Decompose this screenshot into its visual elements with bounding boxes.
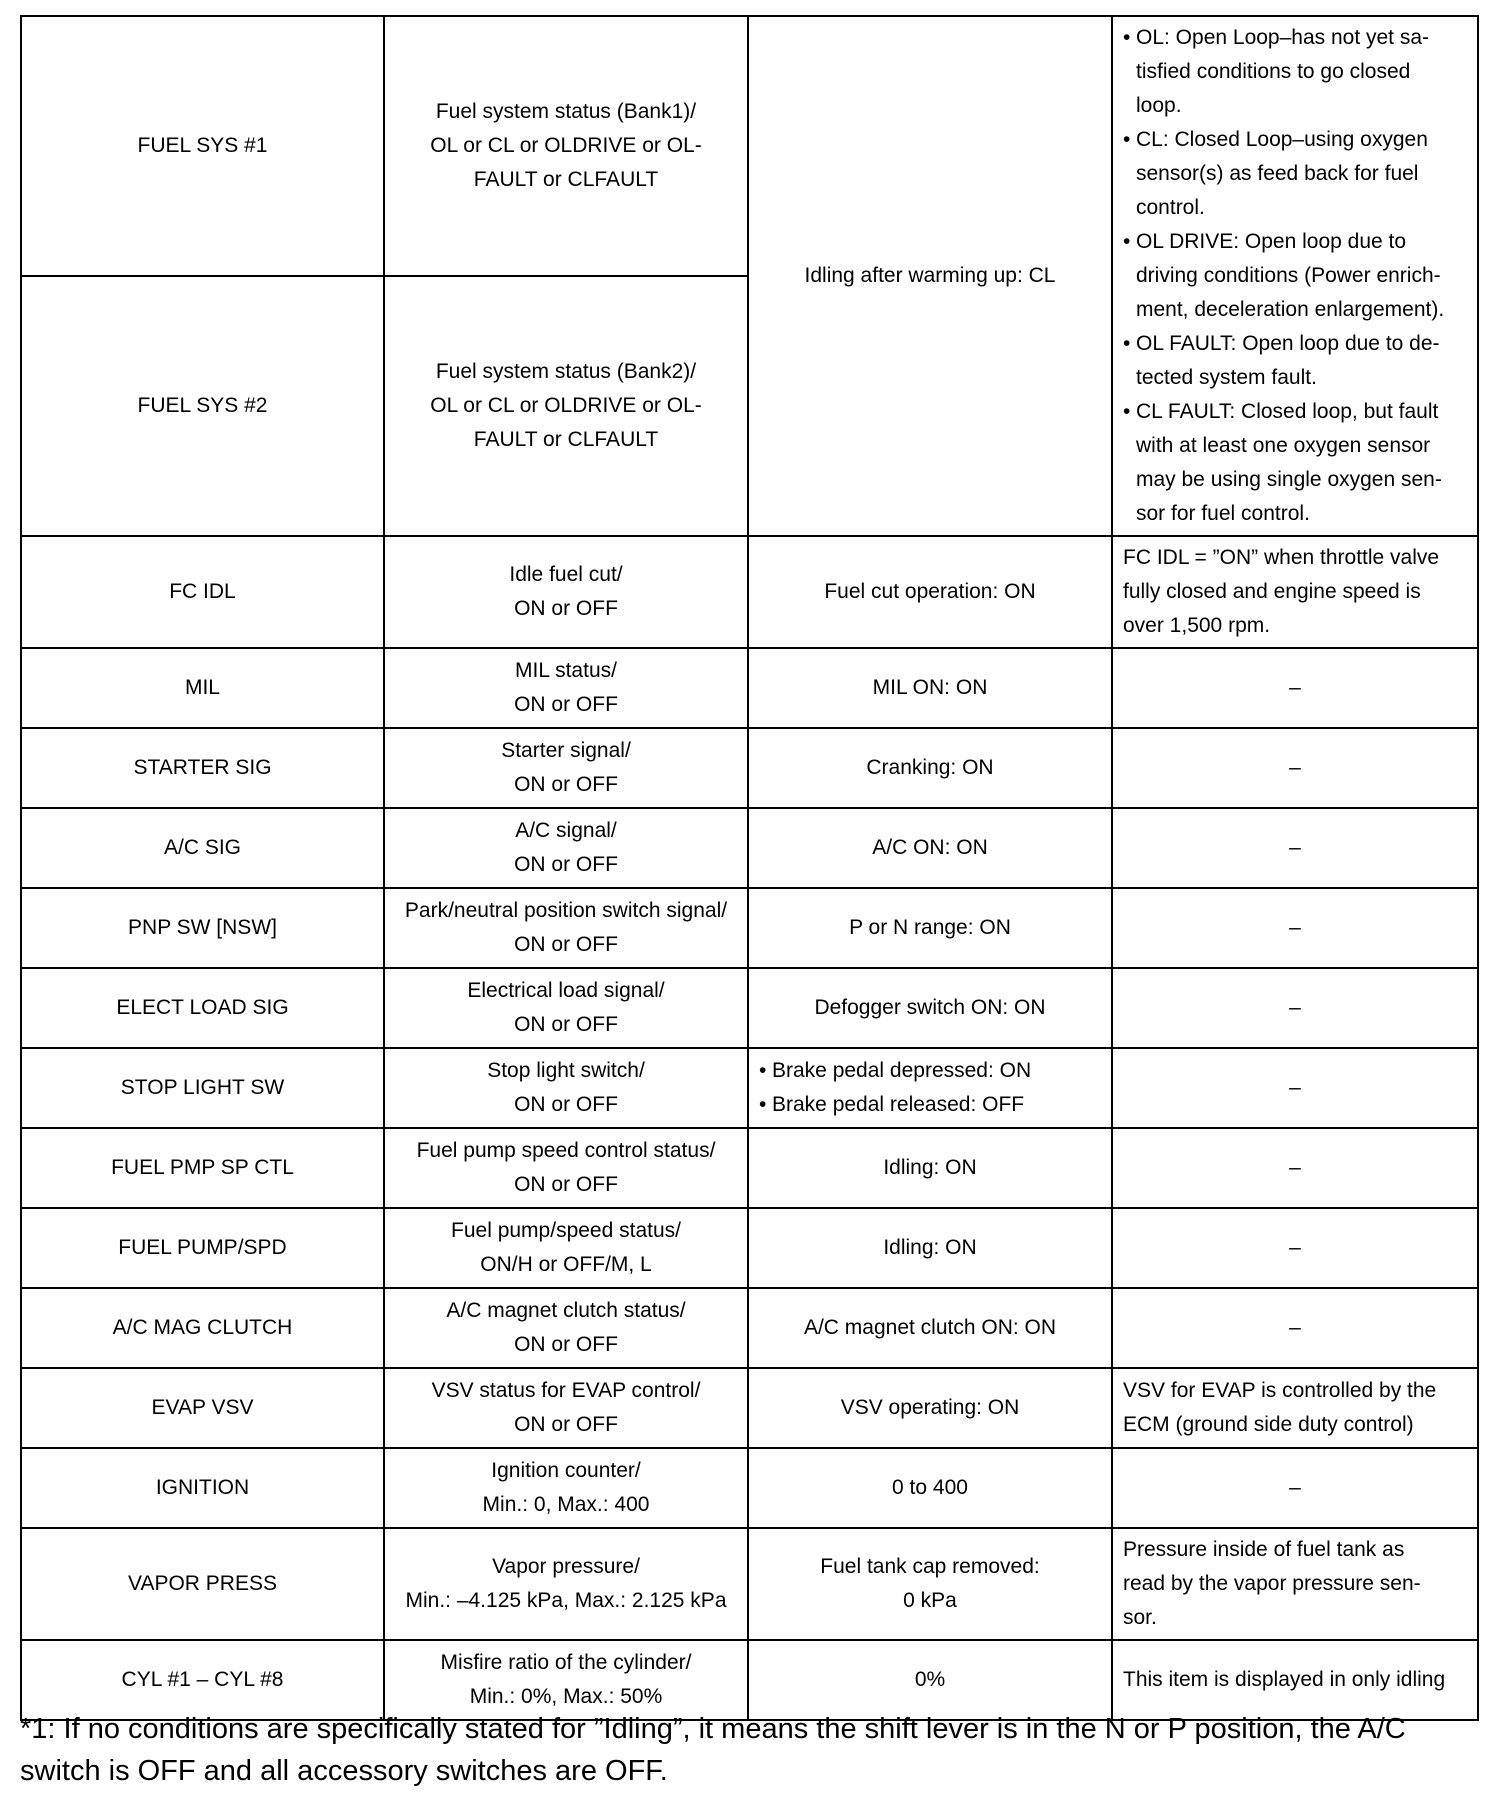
data-list-table-container xyxy=(20,15,1477,1721)
diagnostic-line: • CL FAULT: Closed loop, but fault xyxy=(1136,400,1439,423)
table-row xyxy=(21,16,1478,276)
range-line: Fuel pump speed control status/ xyxy=(416,1139,716,1162)
item-cell: STARTER SIG xyxy=(21,728,384,808)
condition-cell: Fuel cut operation: ON xyxy=(748,536,1112,648)
diagnostic-cell xyxy=(1112,1368,1478,1448)
condition-cell: Cranking: ON xyxy=(748,728,1112,808)
diagnostic-cell: – xyxy=(1112,888,1478,968)
diagnostic-line: • OL: Open Loop–has not yet sa- xyxy=(1136,26,1430,49)
range-line: Fuel system status (Bank1)/ xyxy=(435,100,697,123)
item-cell: CYL #1 – CYL #8 xyxy=(21,1640,384,1720)
data-list-table xyxy=(20,15,1479,1721)
footnote xyxy=(20,1708,1490,1792)
range-cell xyxy=(384,276,748,536)
fuel-sys-diagnostic-list xyxy=(1123,21,1467,531)
item-cell: FC IDL xyxy=(21,536,384,648)
item-cell: EVAP VSV xyxy=(21,1368,384,1448)
condition-cell: P or N range: ON xyxy=(748,888,1112,968)
diagnostic-line: loop. xyxy=(1136,94,1182,117)
range-cell xyxy=(384,1448,748,1528)
item-cell: MIL xyxy=(21,648,384,728)
item-cell: FUEL SYS #2 xyxy=(21,276,384,536)
item-cell: STOP LIGHT SW xyxy=(21,1048,384,1128)
fuel-sys-condition-cell: Idling after warming up: CL xyxy=(748,16,1112,536)
range-cell xyxy=(384,1368,748,1448)
range-line: Park/neutral position switch signal/ xyxy=(404,899,728,922)
diagnostic-line: FC IDL = ”ON” when throttle valve xyxy=(1123,546,1440,569)
condition-cell: Idling: ON xyxy=(748,1128,1112,1208)
range-line: MIL status/ xyxy=(515,659,617,682)
diagnostic-line: over 1,500 rpm. xyxy=(1123,614,1271,637)
range-cell xyxy=(384,888,748,968)
diagnostic-bullet xyxy=(1123,123,1467,225)
diagnostic-line: • OL DRIVE: Open loop due to xyxy=(1136,230,1407,253)
table-row xyxy=(21,968,1478,1048)
diagnostic-cell: This item is displayed in only idling xyxy=(1112,1640,1478,1720)
condition-bullet: • Brake pedal depressed: ON xyxy=(759,1054,1101,1088)
item-cell: IGNITION xyxy=(21,1448,384,1528)
range-line: FAULT or CLFAULT xyxy=(473,168,659,191)
diagnostic-cell: – xyxy=(1112,968,1478,1048)
diagnostic-cell xyxy=(1112,536,1478,648)
range-line: Fuel system status (Bank2)/ xyxy=(435,360,697,383)
range-line: ON or OFF xyxy=(514,773,618,796)
diagnostic-line: sor for fuel control. xyxy=(1136,502,1310,525)
table-row xyxy=(21,1448,1478,1528)
diagnostic-line: VSV for EVAP is controlled by the xyxy=(1123,1379,1437,1402)
diagnostic-line: ment, deceleration enlargement). xyxy=(1136,298,1445,321)
range-line: ON or OFF xyxy=(514,1013,618,1036)
table-row xyxy=(21,1368,1478,1448)
table-row xyxy=(21,1288,1478,1368)
range-cell xyxy=(384,648,748,728)
diagnostic-line: may be using single oxygen sen- xyxy=(1136,468,1442,491)
range-cell xyxy=(384,968,748,1048)
item-cell: VAPOR PRESS xyxy=(21,1528,384,1640)
diagnostic-line: driving conditions (Power enrich- xyxy=(1136,264,1441,287)
condition-cell: MIL ON: ON xyxy=(748,648,1112,728)
condition-line: 0 kPa xyxy=(903,1589,957,1612)
item-cell: FUEL SYS #1 xyxy=(21,16,384,276)
range-line: ON or OFF xyxy=(514,1173,618,1196)
range-cell xyxy=(384,1128,748,1208)
condition-bullet: • Brake pedal released: OFF xyxy=(759,1088,1101,1122)
diagnostic-cell: – xyxy=(1112,1448,1478,1528)
diagnostic-line: • OL FAULT: Open loop due to de- xyxy=(1136,332,1440,355)
item-cell: ELECT LOAD SIG xyxy=(21,968,384,1048)
diagnostic-line: read by the vapor pressure sen- xyxy=(1123,1572,1421,1595)
condition-cell: 0% xyxy=(748,1640,1112,1720)
table-row xyxy=(21,888,1478,968)
diagnostic-line: tected system fault. xyxy=(1136,366,1317,389)
diagnostic-cell xyxy=(1112,1528,1478,1640)
condition-cell: A/C magnet clutch ON: ON xyxy=(748,1288,1112,1368)
footnote-line-2: switch is OFF and all accessory switches are OFF. xyxy=(20,1755,668,1787)
range-line: ON or OFF xyxy=(514,1413,618,1436)
table-row xyxy=(21,1208,1478,1288)
range-cell xyxy=(384,1048,748,1128)
diagnostic-line: Pressure inside of fuel tank as xyxy=(1123,1538,1405,1561)
diagnostic-line: with at least one oxygen sensor xyxy=(1136,434,1431,457)
condition-bullet-list xyxy=(759,1054,1101,1122)
condition-cell: Idling: ON xyxy=(748,1208,1112,1288)
diagnostic-line: • CL: Closed Loop–using oxygen xyxy=(1136,128,1428,151)
range-line: VSV status for EVAP control/ xyxy=(431,1379,701,1402)
condition-cell: VSV operating: ON xyxy=(748,1368,1112,1448)
table-row xyxy=(21,1048,1478,1128)
range-cell xyxy=(384,728,748,808)
range-line: ON or OFF xyxy=(514,597,618,620)
range-line: ON/H or OFF/M, L xyxy=(480,1253,652,1276)
range-cell xyxy=(384,536,748,648)
diagnostic-line: sensor(s) as feed back for fuel xyxy=(1136,162,1419,185)
range-line: ON or OFF xyxy=(514,1333,618,1356)
diagnostic-line: control. xyxy=(1136,196,1205,219)
range-line: OL or CL or OLDRIVE or OL- xyxy=(430,134,702,157)
range-line: Starter signal/ xyxy=(501,739,631,762)
range-line: Min.: 0%, Max.: 50% xyxy=(469,1685,663,1708)
range-line: Idle fuel cut/ xyxy=(509,563,623,586)
range-line: ON or OFF xyxy=(514,693,618,716)
diagnostic-bullet xyxy=(1123,21,1467,123)
range-line: Fuel pump/speed status/ xyxy=(451,1219,681,1242)
table-row xyxy=(21,536,1478,648)
range-cell xyxy=(384,1288,748,1368)
item-cell: FUEL PUMP/SPD xyxy=(21,1208,384,1288)
diagnostic-cell: – xyxy=(1112,648,1478,728)
range-line: Electrical load signal/ xyxy=(467,979,665,1002)
diagnostic-line: ECM (ground side duty control) xyxy=(1123,1413,1414,1436)
diagnostic-bullet xyxy=(1123,327,1467,395)
range-line: Min.: –4.125 kPa, Max.: 2.125 kPa xyxy=(405,1589,727,1612)
diagnostic-bullet xyxy=(1123,225,1467,327)
range-cell xyxy=(384,1208,748,1288)
diagnostic-bullet xyxy=(1123,395,1467,531)
item-cell: PNP SW [NSW] xyxy=(21,888,384,968)
footnote-line-1: *1: If no conditions are specifically stated for ”Idling”, it means the shift lever is in the N or P position, the A/C xyxy=(20,1713,1406,1745)
range-line: Min.: 0, Max.: 400 xyxy=(482,1493,650,1516)
range-line: A/C signal/ xyxy=(515,819,617,842)
range-line: OL or CL or OLDRIVE or OL- xyxy=(430,394,702,417)
table-row xyxy=(21,1128,1478,1208)
condition-cell: 0 to 400 xyxy=(748,1448,1112,1528)
range-cell xyxy=(384,16,748,276)
range-line: A/C magnet clutch status/ xyxy=(446,1299,686,1322)
diagnostic-line: tisfied conditions to go closed xyxy=(1136,60,1411,83)
range-line: Stop light switch/ xyxy=(487,1059,645,1082)
range-line: Ignition counter/ xyxy=(491,1459,641,1482)
range-cell xyxy=(384,808,748,888)
table-row xyxy=(21,648,1478,728)
condition-cell: Defogger switch ON: ON xyxy=(748,968,1112,1048)
item-cell: FUEL PMP SP CTL xyxy=(21,1128,384,1208)
range-line: Vapor pressure/ xyxy=(492,1555,640,1578)
condition-cell xyxy=(748,1528,1112,1640)
diagnostic-cell: – xyxy=(1112,1128,1478,1208)
range-line: Misfire ratio of the cylinder/ xyxy=(440,1651,692,1674)
item-cell: A/C SIG xyxy=(21,808,384,888)
table-row xyxy=(21,808,1478,888)
range-line: ON or OFF xyxy=(514,1093,618,1116)
diagnostic-line: sor. xyxy=(1123,1606,1157,1629)
table-row xyxy=(21,728,1478,808)
diagnostic-line: fully closed and engine speed is xyxy=(1123,580,1421,603)
fuel-sys-diagnostic-cell xyxy=(1112,16,1478,536)
range-cell xyxy=(384,1528,748,1640)
range-line: FAULT or CLFAULT xyxy=(473,428,659,451)
diagnostic-cell: – xyxy=(1112,1048,1478,1128)
diagnostic-cell: – xyxy=(1112,728,1478,808)
item-cell: A/C MAG CLUTCH xyxy=(21,1288,384,1368)
range-line: ON or OFF xyxy=(514,933,618,956)
condition-cell: A/C ON: ON xyxy=(748,808,1112,888)
condition-line: Fuel tank cap removed: xyxy=(820,1555,1040,1578)
condition-cell xyxy=(748,1048,1112,1128)
range-line: ON or OFF xyxy=(514,853,618,876)
diagnostic-cell: – xyxy=(1112,808,1478,888)
table-row xyxy=(21,1528,1478,1640)
diagnostic-cell: – xyxy=(1112,1288,1478,1368)
diagnostic-cell: – xyxy=(1112,1208,1478,1288)
